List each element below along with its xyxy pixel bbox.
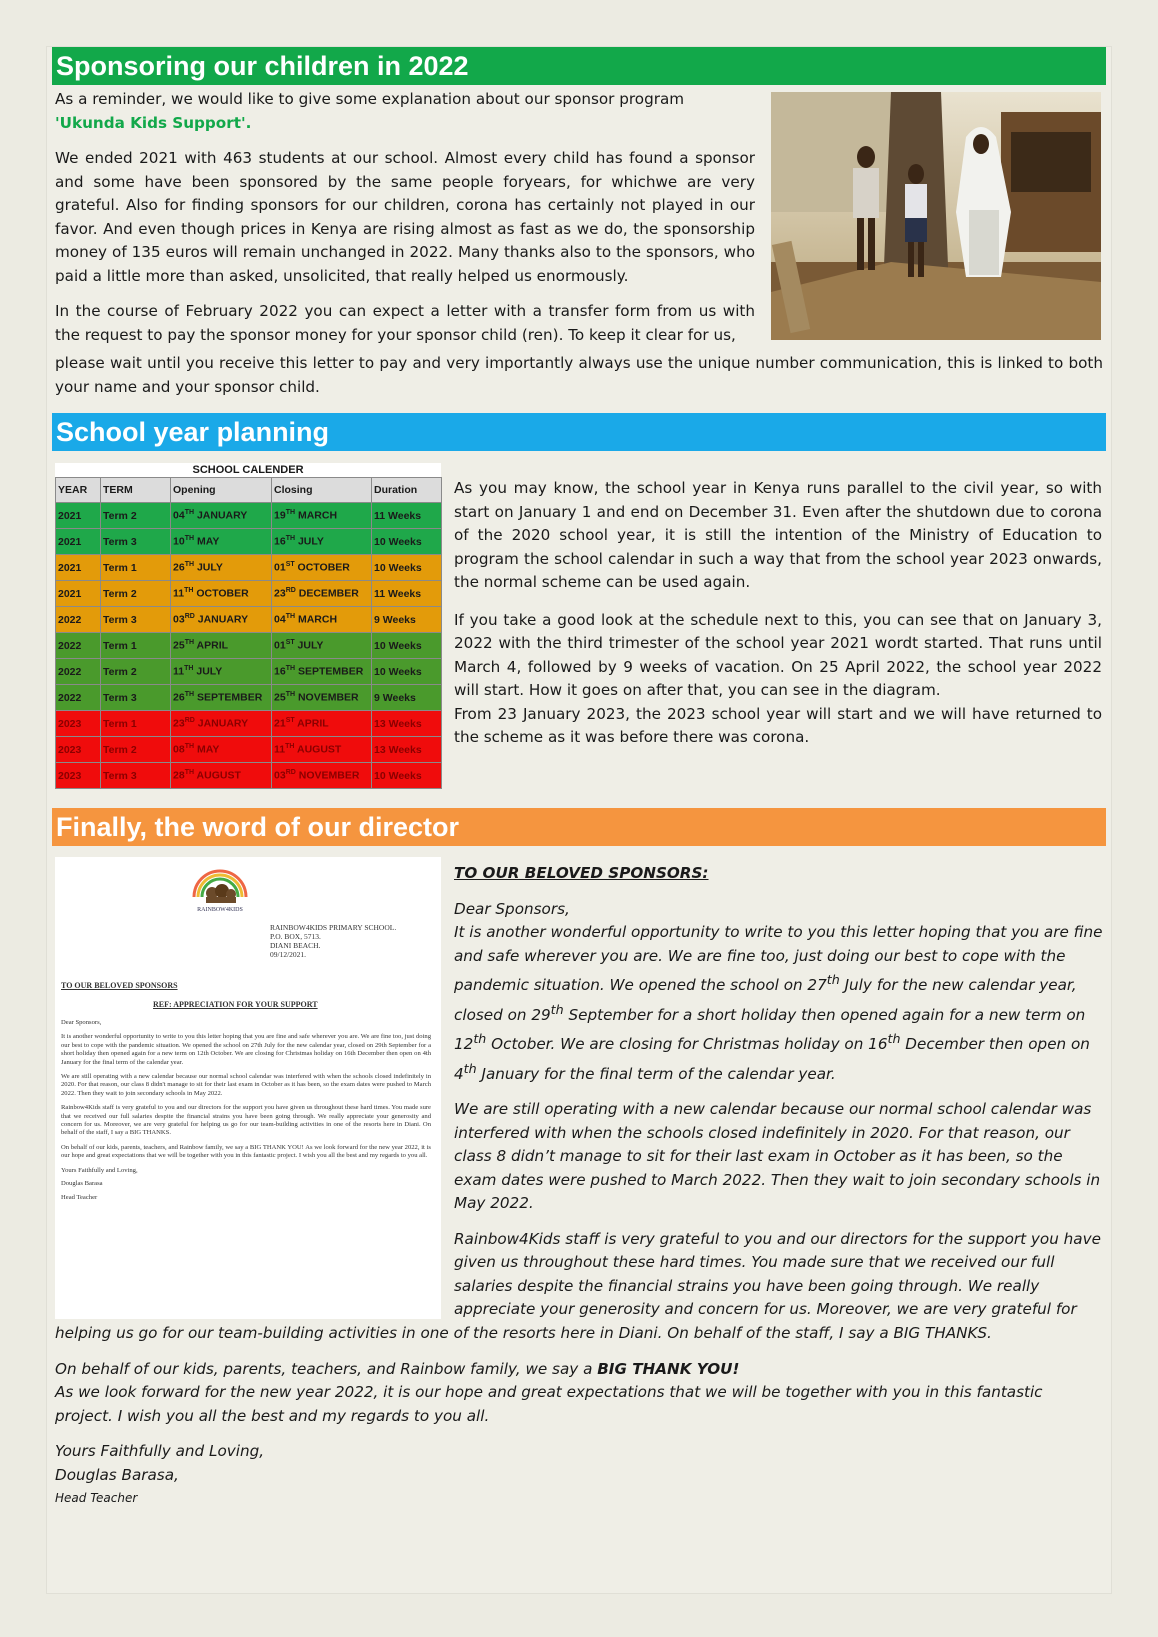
cell-opening: 03RD JANUARY <box>171 607 272 633</box>
director-role: Head Teacher <box>55 1491 138 1505</box>
cell-opening: 26TH SEPTEMBER <box>171 685 272 711</box>
cell-opening: 11TH JULY <box>171 659 272 685</box>
cell-year: 2021 <box>56 529 101 555</box>
sponsor-paragraph-2: We ended 2021 with 463 students at our school. Almost every child has found a sponsor and some have been sponsored by the same people foryears, for whichwe are very grateful. Also for finding sponsors for our children, corona has certainly not played in our favor. And even though prices in Kenya are rising almost as fast as we do, the sponsorship money of 135 euros will remain unchanged in 2022. Many thanks also to the sponsors, who paid a little more than asked, unsolicited, that really helped us enormously. <box>55 149 755 285</box>
section-title-school-year: School year planning <box>52 413 1106 451</box>
cell-year: 2021 <box>56 503 101 529</box>
letter-logo-text: RAINBOW4KIDS <box>197 907 243 913</box>
cell-term: Term 2 <box>101 659 171 685</box>
school-year-paragraph-3: From 23 January 2023, the 2023 school year will start and we will have returned to the scheme as it was before there was corona. <box>454 704 1102 746</box>
cell-opening: 23RD JANUARY <box>171 711 272 737</box>
cell-term: Term 1 <box>101 633 171 659</box>
program-name: 'Ukunda Kids Support'. <box>55 113 252 132</box>
letter-image <box>55 857 441 1319</box>
header-opening: Opening <box>171 478 272 503</box>
director-text <box>454 862 1104 1322</box>
letter-body <box>61 1019 431 1202</box>
cell-opening: 25TH APRIL <box>171 633 272 659</box>
cell-duration: 9 Weeks <box>372 685 442 711</box>
cell-opening: 11TH OCTOBER <box>171 581 272 607</box>
calendar-title: SCHOOL CALENDER <box>192 464 304 476</box>
calendar-row <box>56 555 442 581</box>
calendar-row <box>56 633 442 659</box>
director-closing: Yours Faithfully and Loving, <box>55 1442 265 1460</box>
section-title-director: Finally, the word of our director <box>52 808 1106 846</box>
letter-to: TO OUR BELOVED SPONSORS <box>61 981 178 990</box>
cell-year: 2022 <box>56 607 101 633</box>
director-paragraph-5: As we look forward for the new year 2022, it is our hope and great expectations that we will be together with you in this fantastic project. I wish you all the best and my regards to you all. <box>55 1383 1043 1425</box>
director-heading: TO OUR BELOVED SPONSORS: <box>454 864 709 882</box>
calendar-row <box>56 607 442 633</box>
school-year-paragraph-2: If you take a good look at the schedule next to this, you can see that on January 3, 2022 with the third trimester of the school year 2021 wordt started. That runs until March 4, followed by 9 weeks of vacation. On 25 April 2022, the school year 2022 will start. How it goes on after that, you can see in the diagram. <box>454 610 1102 699</box>
calendar-row <box>56 529 442 555</box>
cell-term: Term 2 <box>101 581 171 607</box>
school-year-text <box>454 477 1102 750</box>
cell-duration: 13 Weeks <box>372 711 442 737</box>
cell-closing: 03RD NOVEMBER <box>272 763 372 789</box>
letter-body-2: We are still operating with a new calendar because our normal school calendar was interfered with when the schools closed indefinitely in 2020. For that reason, our class 8 didn't manage to sit for their last exam in October as it has been, so the exam dates were pushed to March 2022. Then they wait to join secondary schools in May 2022. <box>61 1073 431 1097</box>
cell-duration: 11 Weeks <box>372 503 442 529</box>
letter-sign-3: Head Teacher <box>61 1193 98 1201</box>
cell-duration: 10 Weeks <box>372 633 442 659</box>
sponsor-paragraph-3a: In the course of February 2022 you can expect a letter with a transfer form from us with the request to pay the sponsor money for your sponsor child (ren). To keep it clear for us, <box>55 302 755 344</box>
director-text-full <box>55 1322 1105 1511</box>
cell-closing: 01ST JULY <box>272 633 372 659</box>
cell-closing: 19TH MARCH <box>272 503 372 529</box>
address-line: 09/12/2021. <box>270 950 307 959</box>
sponsor-intro: As a reminder, we would like to give some explanation about our sponsor program <box>55 90 685 108</box>
cell-opening: 04TH JANUARY <box>171 503 272 529</box>
calendar-row <box>56 581 442 607</box>
letter-address <box>270 923 396 959</box>
header-closing: Closing <box>272 478 372 503</box>
photo-image <box>771 92 1101 340</box>
letter-body-3: Rainbow4Kids staff is very grateful to you and our directors for the support you have given us throughout these hard times. You made sure that we received our full salaries despite the financial strains you have been going through. We really appreciate your generosity and concern for us. Moreover, we are very grateful for helping us go for our team-building activities in one of the resorts here in Diani. On behalf of the staff, I say a BIG THANKS. <box>61 1104 431 1137</box>
cell-term: Term 3 <box>101 607 171 633</box>
school-calendar <box>55 463 441 789</box>
cell-closing: 21ST APRIL <box>272 711 372 737</box>
director-paragraph-3a: Rainbow4Kids staff is very grateful to you and our directors for the support you have given us throughout these hard times. You made sure that we received our full salaries despite the financial strains you have been going through. We really appreciate your generosity and concern for us. Moreover, we are very grateful for <box>454 1229 1101 1319</box>
header-year: YEAR <box>56 478 101 503</box>
calendar-row <box>56 711 442 737</box>
letter-body-4: On behalf of our kids, parents, teachers, and Rainbow family, we say a BIG THANK YOU! As we look forward for the new year 2022, it is our hope and great expectations that we will be together with you in this fantastic project. I wish you all the best and my regards to you all. <box>61 1143 431 1160</box>
address-line: RAINBOW4KIDS PRIMARY SCHOOL. <box>270 923 397 932</box>
cell-year: 2023 <box>56 711 101 737</box>
director-paragraph-1: It is another wonderful opportunity to write to you this letter hoping that you are fine and safe wherever you are. We are fine too, just doing our best to cope with the pandemic situation. We opened the school on 27th July for the new calendar year, closed on 29th September for a short holiday then opened again for a new term on 12th October. We are closing for Christmas holiday on 16th December then open on 4th January for the final term of the calendar year. <box>454 923 1103 1083</box>
director-paragraph-2: We are still operating with a new calendar because our normal school calendar was interfered with when the schools closed indefinitely in 2020. For that reason, our class 8 didn’t manage to sit for their last exam in October as it has been, so the exam dates were pushed to March 2022. Then they wait to join secondary schools in May 2022. <box>454 1100 1101 1213</box>
letter-dear: Dear Sponsors, <box>61 1019 102 1026</box>
cell-closing: 25TH NOVEMBER <box>272 685 372 711</box>
calendar-row <box>56 737 442 763</box>
letter-body-1: It is another wonderful opportunity to write to you this letter hoping that you are fine and safe wherever you are. We are fine too, just doing our best to cope with the pandemic situation. We opened the school on 27th July for the new calendar year, closed on 29th September for a short holiday then opened again for a new term on 12th October. We are closing for Christmas holiday on 16th December then open on 4th January for the final term of the calendar year. <box>61 1033 431 1066</box>
cell-duration: 11 Weeks <box>372 581 442 607</box>
letter-ref: REF: APPRECIATION FOR YOUR SUPPORT <box>153 1000 318 1009</box>
calendar-row <box>56 685 442 711</box>
director-paragraph-3b: helping us go for our team-building activities in one of the resorts here in Diani. On behalf of the staff, I say a BIG THANKS. <box>55 1324 992 1342</box>
director-paragraph-4: On behalf of our kids, parents, teachers, and Rainbow family, we say a BIG THANK YOU! <box>55 1359 740 1378</box>
director-salutation: Dear Sponsors, <box>454 899 570 918</box>
school-year-paragraph-1: As you may know, the school year in Kenya runs parallel to the civil year, so with start on January 1 and end on December 31. Even after the shutdown due to corona of the 2020 school year, it is still the intention of the Ministry of Education to program the school calendar in such a way that from the school year 2023 onwards, the normal scheme can be used again. <box>454 479 1102 591</box>
calendar-header-row <box>56 478 442 503</box>
calendar-row <box>56 763 442 789</box>
cell-opening: 28TH AUGUST <box>171 763 272 789</box>
cell-opening: 08TH MAY <box>171 737 272 763</box>
cell-duration: 10 Weeks <box>372 659 442 685</box>
cell-duration: 10 Weeks <box>372 763 442 789</box>
letter-sign-1: Yours Faithfully and Loving, <box>61 1166 138 1174</box>
cell-closing: 16TH JULY <box>272 529 372 555</box>
cell-closing: 16TH SEPTEMBER <box>272 659 372 685</box>
cell-term: Term 2 <box>101 737 171 763</box>
sponsor-text-block <box>55 88 755 347</box>
cell-term: Term 3 <box>101 685 171 711</box>
address-line: P.O. BOX, 5713. <box>270 932 321 941</box>
calendar-row <box>56 659 442 685</box>
calendar-table <box>55 477 442 789</box>
cell-opening: 10TH MAY <box>171 529 272 555</box>
cell-duration: 9 Weeks <box>372 607 442 633</box>
cell-duration: 10 Weeks <box>372 529 442 555</box>
cell-year: 2021 <box>56 555 101 581</box>
cell-duration: 13 Weeks <box>372 737 442 763</box>
cell-year: 2022 <box>56 633 101 659</box>
cell-term: Term 1 <box>101 711 171 737</box>
address-line: DIANI BEACH. <box>270 941 321 950</box>
cell-year: 2022 <box>56 685 101 711</box>
header-duration: Duration <box>372 478 442 503</box>
cell-year: 2021 <box>56 581 101 607</box>
cell-term: Term 3 <box>101 529 171 555</box>
calendar-row <box>56 503 442 529</box>
sponsor-paragraph-3b: please wait until you receive this letter to pay and very importantly always use the unique number communication, this is linked to both your name and your sponsor child. <box>55 354 1103 396</box>
section-title-sponsoring: Sponsoring our children in 2022 <box>52 47 1106 85</box>
letter-sign-2: Douglas Barasa <box>61 1180 103 1188</box>
cell-year: 2022 <box>56 659 101 685</box>
cell-term: Term 2 <box>101 503 171 529</box>
cell-term: Term 3 <box>101 763 171 789</box>
header-term: TERM <box>101 478 171 503</box>
cell-term: Term 1 <box>101 555 171 581</box>
cell-year: 2023 <box>56 737 101 763</box>
cell-year: 2023 <box>56 763 101 789</box>
cell-closing: 11TH AUGUST <box>272 737 372 763</box>
director-name: Douglas Barasa, <box>55 1465 179 1484</box>
children-photo <box>771 92 1101 340</box>
cell-closing: 23RD DECEMBER <box>272 581 372 607</box>
cell-opening: 26TH JULY <box>171 555 272 581</box>
cell-closing: 01ST OCTOBER <box>272 555 372 581</box>
cell-duration: 10 Weeks <box>372 555 442 581</box>
cell-closing: 04TH MARCH <box>272 607 372 633</box>
